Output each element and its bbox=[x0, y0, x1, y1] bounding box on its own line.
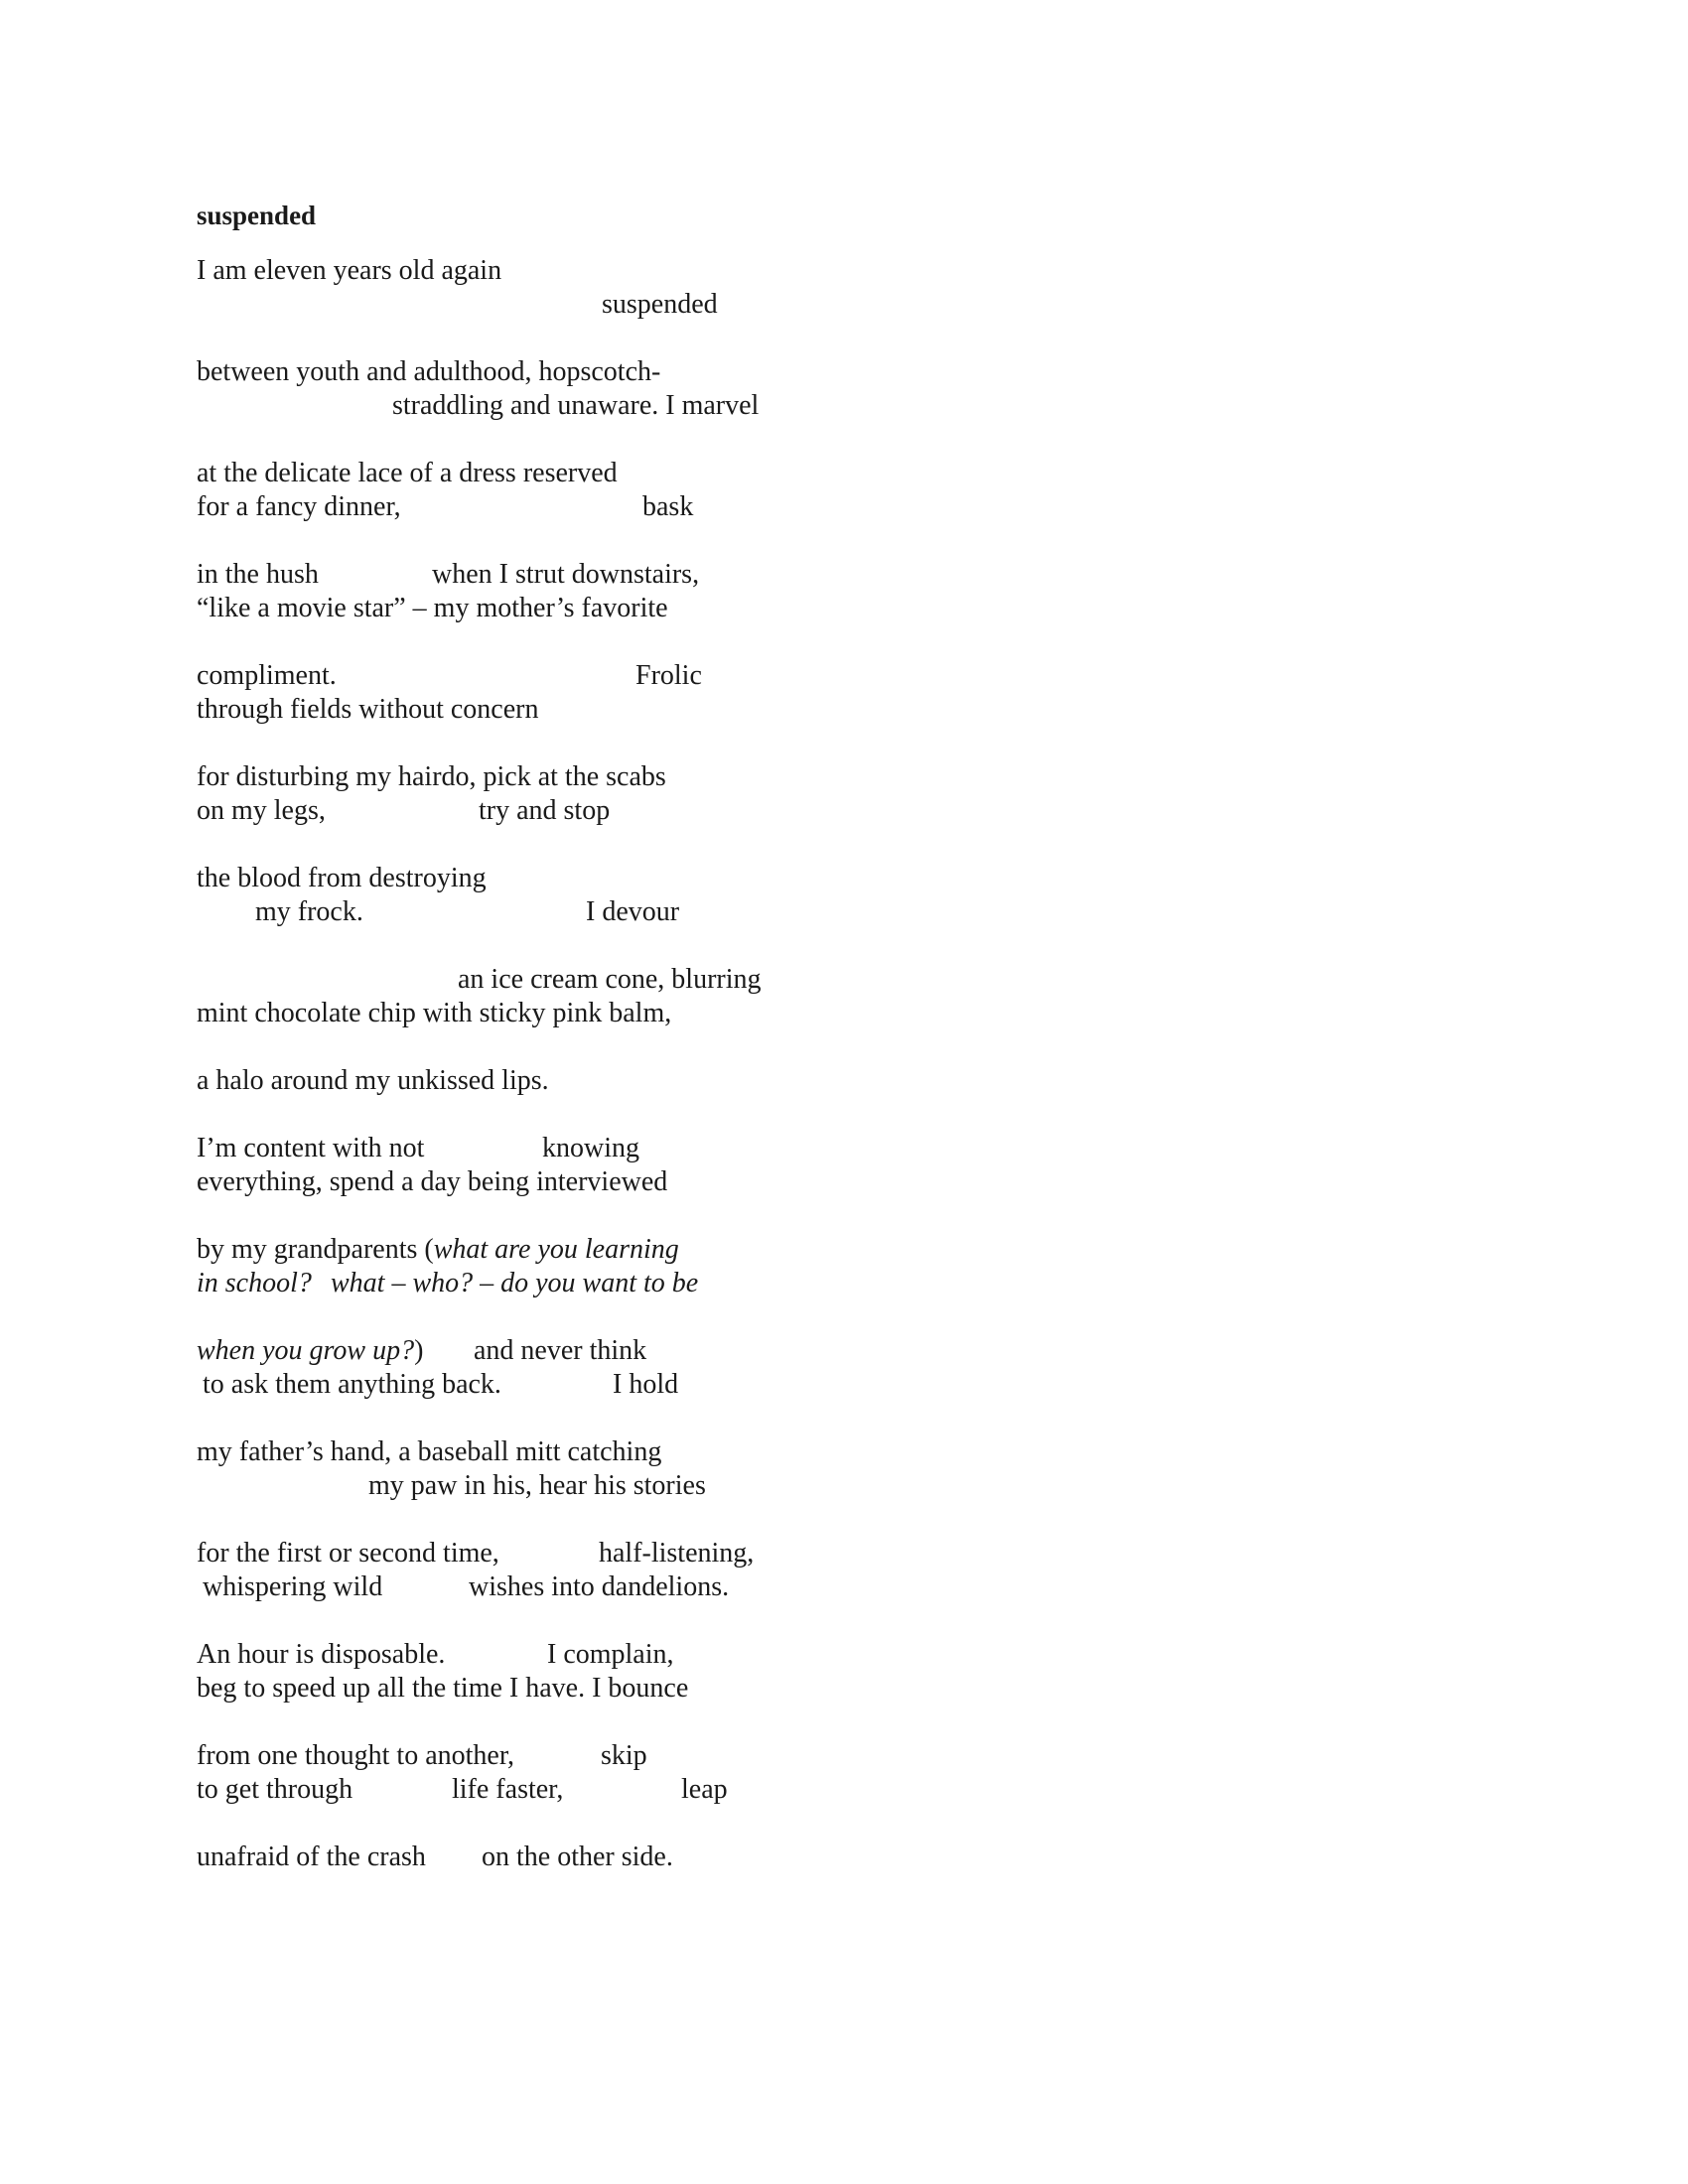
poem-line-29: beg to speed up all the time I have. I bounce bbox=[197, 1673, 689, 1704]
poem-line-7a: in the hush bbox=[197, 559, 319, 590]
poem-line-27a: whispering wild bbox=[203, 1571, 383, 1602]
poem-line-8: “like a movie star” – my mother’s favorite bbox=[197, 593, 668, 623]
poem-line-26b: half-listening, bbox=[599, 1538, 755, 1569]
poem-line-14b: I devour bbox=[586, 896, 680, 927]
poem-line-5: at the delicate lace of a dress reserved bbox=[197, 458, 618, 488]
poem-line-11: for disturbing my hairdo, pick at the scabs bbox=[197, 761, 666, 792]
poem-line-14a: my frock. bbox=[255, 896, 363, 927]
poem-line-20-roman: by my grandparents ( bbox=[197, 1234, 434, 1265]
poem-line-31c: leap bbox=[681, 1774, 728, 1805]
poem-line-25: my paw in his, hear his stories bbox=[368, 1470, 706, 1501]
poem-line-22a bbox=[197, 1337, 423, 1365]
poem-line-32a: unafraid of the crash bbox=[197, 1842, 426, 1872]
poem-line-21b: what – who? – do you want to be bbox=[331, 1268, 699, 1298]
poem-line-20 bbox=[197, 1236, 679, 1264]
poem-line-10: through fields without concern bbox=[197, 694, 539, 725]
poem-line-18b: knowing bbox=[542, 1133, 639, 1163]
poem-line-4: straddling and unaware. I marvel bbox=[392, 390, 760, 421]
poem-line-9b: Frolic bbox=[635, 660, 702, 691]
poem-line-24: my father’s hand, a baseball mitt catching bbox=[197, 1436, 662, 1467]
poem-line-9a: compliment. bbox=[197, 660, 337, 691]
poem-line-16: mint chocolate chip with sticky pink balm, bbox=[197, 998, 672, 1028]
poem-line-27b: wishes into dandelions. bbox=[469, 1571, 730, 1602]
poem-line-3: between youth and adulthood, hopscotch- bbox=[197, 356, 661, 387]
poem-line-23b: I hold bbox=[613, 1369, 679, 1400]
poem-line-28a: An hour is disposable. bbox=[197, 1639, 446, 1670]
poem-line-2: suspended bbox=[602, 289, 718, 320]
poem-line-13: the blood from destroying bbox=[197, 863, 487, 893]
poem-line-31a: to get through bbox=[197, 1774, 353, 1805]
poem-line-20-italic: what are you learning bbox=[433, 1234, 679, 1265]
poem-line-21a: in school? bbox=[197, 1268, 312, 1298]
poem-line-12b: try and stop bbox=[479, 795, 611, 826]
poem-line-12a: on my legs, bbox=[197, 795, 326, 826]
poem-line-22-italic: when you grow up? bbox=[197, 1335, 415, 1366]
poem-line-7b: when I strut downstairs, bbox=[432, 559, 700, 590]
poem-line-23a: to ask them anything back. bbox=[203, 1369, 501, 1400]
poem-line-31b: life faster, bbox=[452, 1774, 564, 1805]
poem-line-32b: on the other side. bbox=[482, 1842, 673, 1872]
poem-line-6b: bask bbox=[642, 491, 694, 522]
poem-line-30a: from one thought to another, bbox=[197, 1740, 515, 1771]
poem-line-18a: I’m content with not bbox=[197, 1133, 425, 1163]
poem-line-6a: for a fancy dinner, bbox=[197, 491, 401, 522]
poem-line-17: a halo around my unkissed lips. bbox=[197, 1065, 549, 1096]
poem-line-26a: for the first or second time, bbox=[197, 1538, 499, 1569]
poem-line-30b: skip bbox=[601, 1740, 647, 1771]
poem-line-19: everything, spend a day being interviewed bbox=[197, 1166, 668, 1197]
poem-line-28b: I complain, bbox=[547, 1639, 674, 1670]
poem-line-15: an ice cream cone, blurring bbox=[458, 964, 762, 995]
poem-title: suspended bbox=[197, 201, 317, 230]
poem-line-22-paren: ) bbox=[414, 1335, 424, 1366]
poem-line-1: I am eleven years old again bbox=[197, 255, 502, 286]
poem-line-22b: and never think bbox=[474, 1335, 647, 1366]
